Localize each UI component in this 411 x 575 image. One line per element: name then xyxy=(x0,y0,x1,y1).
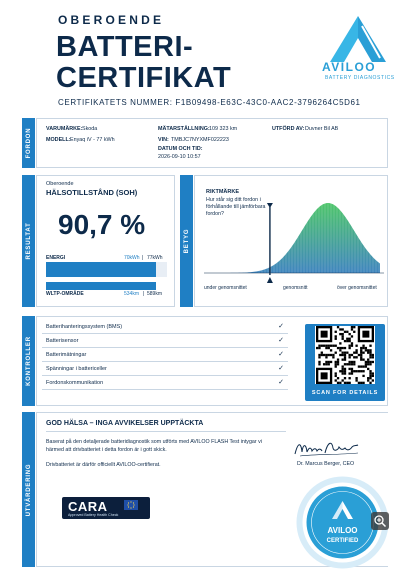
scan-for-details-label: SCAN FOR DETAILS xyxy=(311,390,379,396)
certificate-page: OBEROENDE BATTERI- CERTIFIKAT CERTIFIKATETS NUMMER: F1B09498-E63C-43C0-AAC2-3796264C5D61 AVILOO BATTERY DIAGNOSTICS FORDON VARUMÄRKE: Skoda MODELL: Enyaq iV - 77 kWh MÄTARSTÄLLNING: 109 323 km VIN: TMBJC7NYXMF022223 DATUM OCH TID: 2026-09-10 10:57 UTFÖRD AV: Duvner Bil AB RESULTAT Oberoende HÄLSOTILLSTÅND (SOH) 90,7 % ENERGI 70kWh | 77kWh WLTP-OMRÅDE 534km | 589km BETYG RIKTMÄRKE Hur står sig ditt fordon i förhållande till jämförbara fordon? under genomsnittet genomsnitt över genomsnittet KONTROLLER Batterihanteringssystem (BMS) ✓ Batterisensor ✓ Batterimätningar ✓ Spänningar i battericeller ✓ Fordonskommunikation ✓ SCAN FOR DETAILS UTVÄRDERING GOD HÄLSA – INGA AVVIKELSER UPPTÄCKTA Baserat på den detaljerade batteridiagnostik som utförts med AVILOO FLASH Test intygar vi härmed att drivbatteriet i detta fordon är i gott skick. Drivbatteriet är därför officiellt AVILOO-certifierat. Dr. Marcus Berger, CEO CARA Approved Battery Health Check AVILOO CERTIFIED xyxy=(0,0,411,575)
energy-current: 70kWh xyxy=(124,255,140,261)
control-item xyxy=(42,377,288,390)
title-line-2: CERTIFIKAT xyxy=(56,62,232,94)
energy-bar xyxy=(46,262,167,277)
soh-supertitle: Oberoende xyxy=(46,181,74,187)
soh-value: 90,7 % xyxy=(58,209,146,240)
model-label: MODELL: xyxy=(46,137,71,143)
control-item-label: Batterihanteringssystem (BMS) xyxy=(46,324,123,330)
vin-value: TMBJC7NYXMF022223 xyxy=(171,137,229,143)
energy-label: ENERGI xyxy=(46,255,66,261)
sidebar-utvardering: UTVÄRDERING xyxy=(22,412,35,567)
signature-icon xyxy=(292,438,362,460)
performed-label: UTFÖRD AV: xyxy=(272,126,305,132)
range-bar-fill xyxy=(46,282,156,290)
range-bar xyxy=(46,282,167,290)
supertitle: OBEROENDE xyxy=(58,13,165,27)
sidebar-fordon: FORDON xyxy=(22,118,35,168)
date-label: DATUM OCH TID: xyxy=(158,146,203,152)
svg-text:CERTIFIED: CERTIFIED xyxy=(326,538,359,544)
control-item-label: Batterisensor xyxy=(46,338,79,344)
make-value: Skoda xyxy=(82,126,98,132)
control-item xyxy=(42,335,288,348)
check-icon: ✓ xyxy=(278,337,284,344)
control-item-label: Batterimätningar xyxy=(46,352,87,358)
logo-wordmark: AVILOO xyxy=(322,60,377,74)
energy-total: 77kWh xyxy=(147,255,163,261)
check-icon: ✓ xyxy=(278,323,284,330)
energy-bar-fill xyxy=(46,262,156,277)
vehicle-marker-top xyxy=(267,203,273,208)
cara-badge xyxy=(62,497,150,519)
axis-above-average: över genomsnittet xyxy=(337,285,377,291)
control-item-label: Spänningar i battericeller xyxy=(46,366,107,372)
title-line-1: BATTERI- xyxy=(56,31,194,63)
control-item-label: Fordonskommunikation xyxy=(46,380,104,386)
check-icon: ✓ xyxy=(278,365,284,372)
make-label: VARUMÄRKE: xyxy=(46,126,83,132)
axis-below-average: under genomsnittet xyxy=(204,285,247,291)
benchmark-distribution-curve xyxy=(200,195,388,285)
model-value: Enyaq iV - 77 kWh xyxy=(70,137,115,143)
certificate-number: CERTIFIKATETS NUMMER: F1B09498-E63C-43C0-AAC2-3796264C5D61 xyxy=(58,98,361,107)
benchmark-text: Hur står sig ditt fordon i förhållande till jämförbara fordon? xyxy=(206,197,266,217)
range-current: 534km xyxy=(124,291,140,297)
logo-subtitle: BATTERY DIAGNOSTICS xyxy=(325,75,395,81)
cara-subtitle: Approved Battery Health Check xyxy=(68,513,119,517)
evaluation-title: GOD HÄLSA – INGA AVVIKELSER UPPTÄCKTA xyxy=(46,420,204,427)
control-item xyxy=(42,363,288,376)
evaluation-paragraph-1: Baserat på den detaljerade batteridiagnostik som utförts med AVILOO FLASH Test intygar vi härmed att drivbatteriet i detta fordon är i gott skick. xyxy=(46,439,262,453)
range-total: 589km xyxy=(147,291,163,297)
range-label: WLTP-OMRÅDE xyxy=(46,291,84,297)
vin-label: VIN: xyxy=(158,137,169,143)
benchmark-title: RIKTMÄRKE xyxy=(206,189,239,195)
zoom-icon[interactable] xyxy=(371,512,389,530)
svg-text:AVILOO: AVILOO xyxy=(327,526,358,535)
odometer-label: MÄTARSTÄLLNING: xyxy=(158,126,210,132)
aviloo-logo-icon xyxy=(328,14,388,64)
soh-title: HÄLSOTILLSTÅND (SOH) xyxy=(46,188,138,197)
vehicle-marker-bottom xyxy=(267,277,273,283)
signer-name: Dr. Marcus Berger, CEO xyxy=(297,461,355,467)
check-icon: ✓ xyxy=(278,351,284,358)
control-item xyxy=(42,321,288,334)
eu-flag-icon xyxy=(124,500,138,510)
qr-code-icon[interactable] xyxy=(315,326,375,384)
sidebar-resultat: RESULTAT xyxy=(22,175,35,307)
cara-wordmark: CARA xyxy=(68,499,108,514)
axis-average: genomsnitt xyxy=(283,285,308,291)
sidebar-kontroller: KONTROLLER xyxy=(22,316,35,406)
odometer-value: 109 323 km xyxy=(209,126,238,132)
sidebar-betyg: BETYG xyxy=(180,175,193,307)
performed-value: Duvner Bil AB xyxy=(305,126,339,132)
evaluation-paragraph-2: Drivbatteriet är därför officiellt AVILOO-certifierat. xyxy=(46,462,161,468)
control-item xyxy=(42,349,288,362)
check-icon: ✓ xyxy=(278,379,284,386)
energy-separator: | xyxy=(142,255,144,261)
date-value: 2026-09-10 10:57 xyxy=(158,154,201,160)
